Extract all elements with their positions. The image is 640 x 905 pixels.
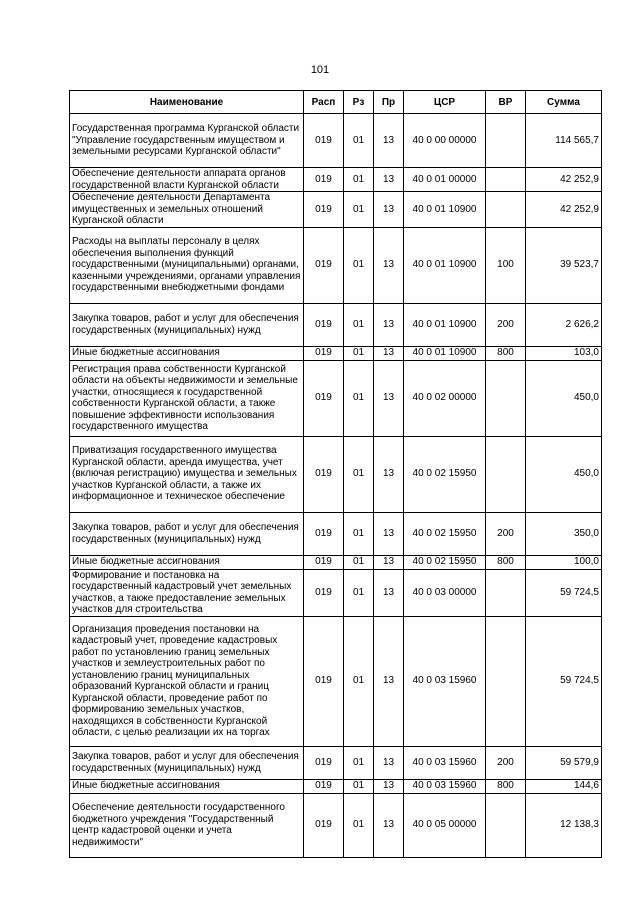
- header-name: Наименование: [70, 91, 304, 114]
- cell-csr: 40 0 03 00000: [404, 569, 486, 616]
- table-row: [70, 746, 602, 779]
- cell-name: Закупка товаров, работ и услуг для обеспечения государственных (муниципальных) нужд: [70, 512, 304, 555]
- cell-sum: 59 579,9: [526, 746, 602, 779]
- cell-vr: [486, 114, 526, 168]
- cell-sum: 450,0: [526, 436, 602, 512]
- cell-vr: [486, 168, 526, 192]
- cell-name: Регистрация права собственности Курганской области на объекты недвижимости и земельные участки, относящиеся к государственной собственности Курганской области, а также повышение эффективности использования государственного имущества: [70, 360, 304, 436]
- cell-csr: 40 0 01 10900: [404, 303, 486, 346]
- header-pr: Пр: [374, 91, 404, 114]
- cell-rz: 01: [344, 436, 374, 512]
- header-csr: ЦСР: [404, 91, 486, 114]
- cell-rz: 01: [344, 114, 374, 168]
- cell-rasp: 019: [304, 436, 344, 512]
- table-row: [70, 793, 602, 857]
- cell-rasp: 019: [304, 793, 344, 857]
- cell-sum: 12 138,3: [526, 793, 602, 857]
- cell-name: Обеспечение деятельности Департамента имущественных и земельных отношений Курганской области: [70, 192, 304, 228]
- cell-rasp: 019: [304, 360, 344, 436]
- cell-csr: 40 0 00 00000: [404, 114, 486, 168]
- table-row: [70, 114, 602, 168]
- cell-csr: 40 0 02 15950: [404, 512, 486, 555]
- cell-rz: 01: [344, 616, 374, 746]
- cell-sum: 59 724,5: [526, 569, 602, 616]
- header-vr: ВР: [486, 91, 526, 114]
- cell-rz: 01: [344, 227, 374, 303]
- cell-rasp: 019: [304, 512, 344, 555]
- cell-name: Обеспечение деятельности государственного бюджетного учреждения "Государственный центр кадастровой оценки и учета недвижимости": [70, 793, 304, 857]
- table-header-row: [70, 91, 602, 114]
- cell-sum: 103,0: [526, 346, 602, 360]
- cell-csr: 40 0 03 15960: [404, 779, 486, 793]
- cell-name: Иные бюджетные ассигнования: [70, 555, 304, 569]
- cell-vr: [486, 360, 526, 436]
- cell-vr: [486, 192, 526, 228]
- cell-rasp: 019: [304, 346, 344, 360]
- cell-sum: 144,6: [526, 779, 602, 793]
- cell-sum: 42 252,9: [526, 168, 602, 192]
- cell-rz: 01: [344, 168, 374, 192]
- cell-pr: 13: [374, 512, 404, 555]
- table-row: [70, 303, 602, 346]
- cell-name: Формирование и постановка на государственный кадастровый учет земельных участков, а также предоставление земельных участков для строительства: [70, 569, 304, 616]
- cell-pr: 13: [374, 346, 404, 360]
- cell-name: Иные бюджетные ассигнования: [70, 346, 304, 360]
- table-row: [70, 360, 602, 436]
- cell-rz: 01: [344, 555, 374, 569]
- cell-vr: 200: [486, 512, 526, 555]
- cell-sum: 59 724,5: [526, 616, 602, 746]
- cell-vr: 800: [486, 555, 526, 569]
- cell-name: Иные бюджетные ассигнования: [70, 779, 304, 793]
- cell-rz: 01: [344, 192, 374, 228]
- cell-vr: 800: [486, 779, 526, 793]
- cell-pr: 13: [374, 360, 404, 436]
- table-row: [70, 616, 602, 746]
- cell-vr: 200: [486, 746, 526, 779]
- cell-vr: 200: [486, 303, 526, 346]
- cell-pr: 13: [374, 168, 404, 192]
- cell-pr: 13: [374, 227, 404, 303]
- table-row: [70, 192, 602, 228]
- cell-csr: 40 0 03 15960: [404, 746, 486, 779]
- cell-csr: 40 0 02 00000: [404, 360, 486, 436]
- cell-rasp: 019: [304, 569, 344, 616]
- header-rz: Рз: [344, 91, 374, 114]
- cell-csr: 40 0 03 15960: [404, 616, 486, 746]
- cell-pr: 13: [374, 436, 404, 512]
- cell-pr: 13: [374, 569, 404, 616]
- cell-rasp: 019: [304, 227, 344, 303]
- cell-rz: 01: [344, 512, 374, 555]
- cell-rasp: 019: [304, 779, 344, 793]
- cell-name: Закупка товаров, работ и услуг для обеспечения государственных (муниципальных) нужд: [70, 746, 304, 779]
- cell-name: Обеспечение деятельности аппарата органов государственной власти Курганской области: [70, 168, 304, 192]
- cell-vr: [486, 616, 526, 746]
- budget-table: [69, 90, 602, 858]
- header-sum: Сумма: [526, 91, 602, 114]
- cell-pr: 13: [374, 616, 404, 746]
- cell-rz: 01: [344, 779, 374, 793]
- cell-rasp: 019: [304, 168, 344, 192]
- cell-sum: 42 252,9: [526, 192, 602, 228]
- cell-sum: 450,0: [526, 360, 602, 436]
- page-number: 101: [310, 64, 330, 76]
- cell-csr: 40 0 02 15950: [404, 436, 486, 512]
- cell-rz: 01: [344, 746, 374, 779]
- cell-pr: 13: [374, 555, 404, 569]
- cell-name: Государственная программа Курганской области "Управление государственным имуществом и земельными ресурсами Курганской области": [70, 114, 304, 168]
- cell-rz: 01: [344, 360, 374, 436]
- table-row: [70, 168, 602, 192]
- table-row: [70, 227, 602, 303]
- cell-vr: 100: [486, 227, 526, 303]
- cell-csr: 40 0 01 00000: [404, 168, 486, 192]
- cell-sum: 100,0: [526, 555, 602, 569]
- cell-sum: 39 523,7: [526, 227, 602, 303]
- table-row: [70, 346, 602, 360]
- cell-vr: [486, 793, 526, 857]
- cell-vr: [486, 436, 526, 512]
- table-row: [70, 512, 602, 555]
- cell-rasp: 019: [304, 616, 344, 746]
- cell-csr: 40 0 01 10900: [404, 192, 486, 228]
- cell-pr: 13: [374, 192, 404, 228]
- cell-rasp: 019: [304, 555, 344, 569]
- cell-sum: 2 626,2: [526, 303, 602, 346]
- header-rasp: Расп: [304, 91, 344, 114]
- table-row: [70, 555, 602, 569]
- cell-name: Организация проведения постановки на кадастровый учет, проведение кадастровых работ по установлению границ земельных участков и землеустроительных работ по установлению границ муниципальных образований Курганской области и границ Курганской области, проведение работ по формированию земельных участков, находящихся в собственности Курганской области, с целью реализации их на торгах: [70, 616, 304, 746]
- cell-rz: 01: [344, 569, 374, 616]
- cell-rasp: 019: [304, 746, 344, 779]
- cell-name: Приватизация государственного имущества Курганской области, аренда имущества, учет (включая регистрацию) имущества и земельных участков Курганской области, а также их информационное и техническое обеспечение: [70, 436, 304, 512]
- cell-csr: 40 0 01 10900: [404, 227, 486, 303]
- cell-pr: 13: [374, 793, 404, 857]
- cell-rasp: 019: [304, 303, 344, 346]
- cell-pr: 13: [374, 303, 404, 346]
- cell-vr: 800: [486, 346, 526, 360]
- cell-rasp: 019: [304, 192, 344, 228]
- cell-name: Закупка товаров, работ и услуг для обеспечения государственных (муниципальных) нужд: [70, 303, 304, 346]
- cell-pr: 13: [374, 746, 404, 779]
- cell-name: Расходы на выплаты персоналу в целях обеспечения выполнения функций государственными (муниципальными) органами, казенными учреждениями, органами управления государственными внебюджетными фондами: [70, 227, 304, 303]
- cell-sum: 350,0: [526, 512, 602, 555]
- cell-pr: 13: [374, 779, 404, 793]
- cell-rz: 01: [344, 793, 374, 857]
- cell-pr: 13: [374, 114, 404, 168]
- table-row: [70, 569, 602, 616]
- cell-sum: 114 565,7: [526, 114, 602, 168]
- table-row: [70, 436, 602, 512]
- cell-rz: 01: [344, 346, 374, 360]
- cell-vr: [486, 569, 526, 616]
- cell-csr: 40 0 01 10900: [404, 346, 486, 360]
- cell-rasp: 019: [304, 114, 344, 168]
- cell-csr: 40 0 05 00000: [404, 793, 486, 857]
- cell-rz: 01: [344, 303, 374, 346]
- table-row: [70, 779, 602, 793]
- cell-csr: 40 0 02 15950: [404, 555, 486, 569]
